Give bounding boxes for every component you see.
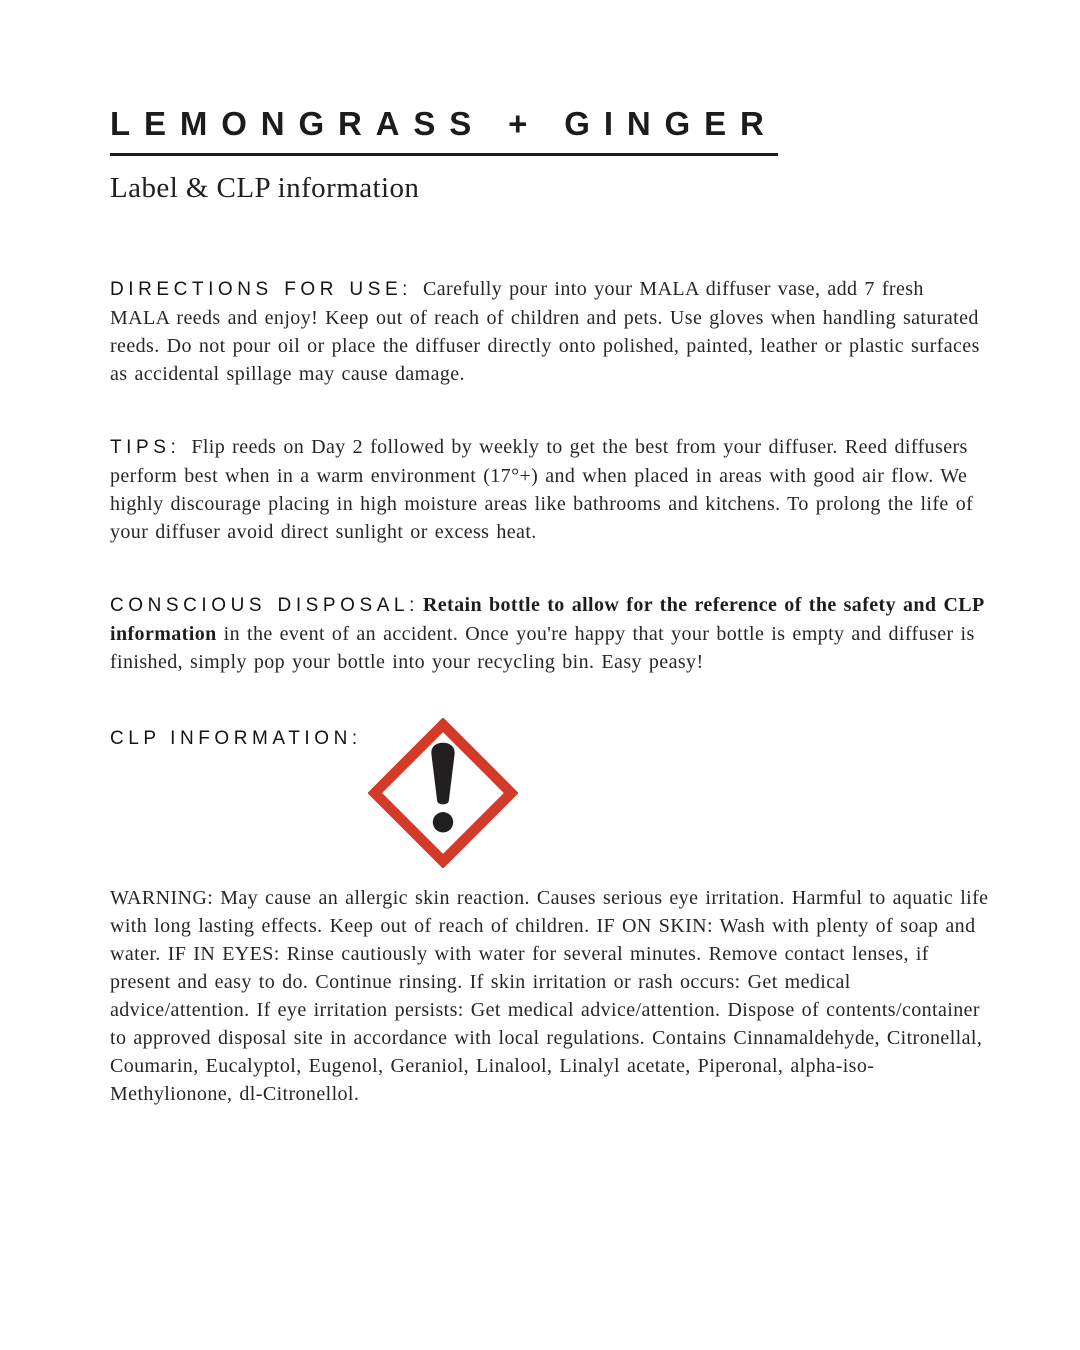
ghs07-exclamation-mark-icon	[368, 718, 518, 868]
tips-text: Flip reeds on Day 2 followed by weekly to get the best from your diffuser. Reed diffusers perform best when in a warm environment (17°+) and when placed in areas with good air flow. We highly discourage placing in high moisture areas like bathrooms and kitchens. To prolong the life of your diffuser avoid direct sunlight or excess heat.	[110, 436, 974, 544]
directions-text: Carefully pour into your MALA diffuser vase, add 7 fresh MALA reeds and enjoy! Keep out of reach of children and pets. Use gloves when handling saturated reeds. Do not pour oil or place the diffuser directly onto polished, painted, leather or plastic surfaces as accidental spillage may cause damage.	[110, 278, 980, 386]
disposal-text: in the event of an accident. Once you're happy that your bottle is empty and diffuser is finished, simply pop your bottle into your recycling bin. Easy peasy!	[110, 623, 975, 674]
directions-label: DIRECTIONS FOR USE:	[110, 279, 413, 301]
warning-paragraph: WARNING: May cause an allergic skin reaction. Causes serious eye irritation. Harmful to aquatic life with long lasting effects. Keep out of reach of children. IF ON SKIN: Wash with plenty of soap and water. IF IN EYES: Rinse cautiously with water for several minutes. Remove contact lenses, if present and easy to do. Continue rinsing. If skin irritation or rash occurs: Get medical advice/attention. If eye irritation persists: Get medical advice/attention. Dispose of contents/container to approved disposal site in accordance with local regulations. Contains Cinnamaldehyde, Citronellal, Coumarin, Eucalyptol, Eugenol, Geraniol, Linalool, Linalyl acetate, Piperonal, alpha-iso-Methylionone, dl-Citronellol.	[110, 887, 989, 1106]
clp-information-label: CLP INFORMATION:	[110, 728, 362, 750]
page-title: LEMONGRASS + GINGER	[110, 106, 778, 156]
directions-paragraph	[110, 275, 990, 388]
tips-label: TIPS:	[110, 437, 181, 459]
exclamation-dot	[433, 812, 453, 832]
clp-information-row	[110, 722, 990, 868]
page-subtitle: Label & CLP information	[110, 172, 420, 205]
disposal-label: CONSCIOUS DISPOSAL:	[110, 595, 419, 617]
disposal-emphasis-text: Retain bottle to allow for the reference of the safety and CLP information	[110, 594, 984, 646]
tips-paragraph	[110, 433, 990, 546]
disposal-paragraph	[110, 591, 990, 676]
